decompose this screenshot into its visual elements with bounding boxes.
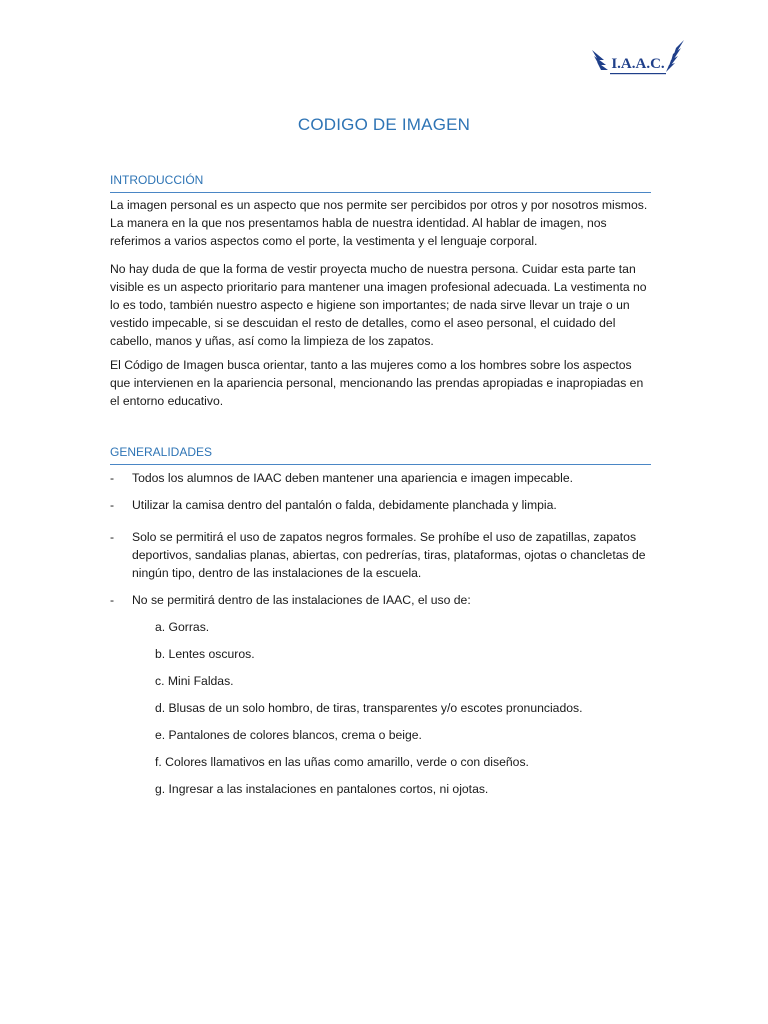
sub-list-item-b: b. Lentes oscuros. — [155, 647, 255, 661]
bullet-marker: - — [110, 498, 115, 512]
sub-list-item-d: d. Blusas de un solo hombro, de tiras, transparentes y/o escotes pronunciados. — [155, 701, 583, 715]
bullet-marker: - — [110, 593, 115, 607]
intro-paragraph-2: No hay duda de que la forma de vestir proyecta mucho de nuestra persona. Cuidar esta parte tan visible es un aspecto prioritario para mantener una imagen profesional adecuada. La vestimenta no lo es todo, también nuestro aspecto e higiene son importantes; de nada sirve llevar un traje o un vestido impecable, si se descuidan el resto de detalles, como el aseo personal, el cuidado del cabello, manos y uñas, así como la limpieza de los zapatos. — [110, 262, 647, 348]
bullet-text: No se permitirá dentro de las instalaciones de IAAC, el uso de: — [132, 593, 471, 607]
intro-paragraph-1: La imagen personal es un aspecto que nos permite ser percibidos por otros y por nosotros mismos. La manera en la que nos presentamos habla de nuestra identidad. Al hablar de imagen, nos referimos a varios aspectos como el porte, la vestimenta y el lenguaje corporal. — [110, 198, 648, 248]
iaac-logo — [590, 38, 686, 82]
document-title: CODIGO DE IMAGEN — [297, 115, 471, 134]
sub-list-item-a: a. Gorras. — [155, 620, 210, 634]
sub-list-item-c: c. Mini Faldas. — [155, 674, 234, 688]
bullet-text: Solo se permitirá el uso de zapatos negros formales. Se prohíbe el uso de zapatillas, zapatos deportivos, sandalias planas, abiertas, con pedrerías, tiras, plataformas, ojotas o chancletas de ningún tipo, dentro de las instalaciones de la escuela. — [132, 530, 646, 580]
section-heading-introduccion: INTRODUCCIÓN — [110, 173, 651, 193]
logo-text: I.A.A.C. — [611, 56, 665, 72]
bullet-item — [110, 496, 655, 514]
bullet-text: Todos los alumnos de IAAC deben mantener una apariencia e imagen impecable. — [132, 471, 574, 485]
bullet-text: Utilizar la camisa dentro del pantalón o falda, debidamente planchada y limpia. — [132, 498, 557, 512]
section-heading-generalidades: GENERALIDADES — [110, 445, 651, 465]
bullet-item — [110, 469, 655, 487]
bullet-marker: - — [110, 471, 115, 485]
intro-paragraph-3: El Código de Imagen busca orientar, tanto a las mujeres como a los hombres sobre los aspectos que intervienen en la apariencia personal, mencionando las prendas apropiadas e inapropiadas en el entorno educativo. — [110, 358, 644, 408]
sub-list-item-g: g. Ingresar a las instalaciones en pantalones cortos, ni ojotas. — [155, 782, 489, 796]
bullet-item — [110, 591, 655, 609]
sub-list-item-e: e. Pantalones de colores blancos, crema o beige. — [155, 728, 422, 742]
sub-list-item-f: f. Colores llamativos en las uñas como amarillo, verde o con diseños. — [155, 755, 529, 769]
bullet-item — [110, 528, 655, 582]
bullet-marker: - — [110, 530, 115, 544]
